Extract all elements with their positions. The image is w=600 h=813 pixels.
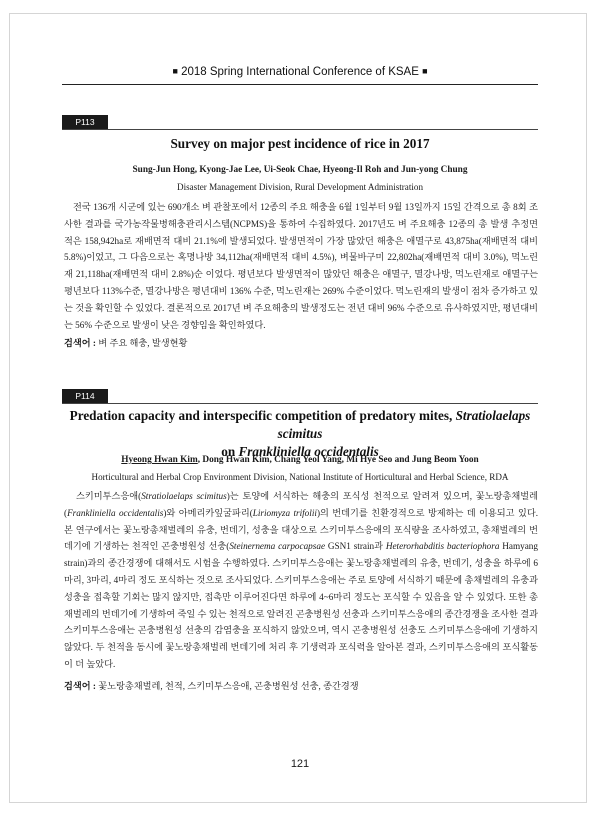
- section-rule-p113: [62, 129, 538, 130]
- title-species-name: Stratiolaelaps scimitus: [277, 408, 531, 441]
- abstract-text: 스키미투스응애(: [76, 491, 142, 501]
- species-name: Stratiolaelaps scimitus: [141, 491, 227, 501]
- header-bullet-left: ■: [172, 66, 178, 76]
- keywords-label: 검색어 :: [64, 681, 99, 691]
- conference-title: 2018 Spring International Conference of KSAE: [181, 66, 419, 78]
- keywords-text: 벼 주요 해충, 발생현황: [98, 338, 188, 348]
- keywords-label: 검색어 :: [64, 338, 99, 348]
- affiliation-p114: Horticultural and Herbal Crop Environment Division, National Institute of Horticultural and Herbal Science, RDA: [91, 472, 509, 482]
- authors-p114: [62, 454, 538, 467]
- paper-title-p114: [62, 407, 538, 461]
- abstract-p114: [64, 488, 538, 673]
- title-text: on: [221, 444, 236, 459]
- species-name: Heterorhabditis bacteriophora: [385, 541, 500, 552]
- abstract-p113: 전국 136개 시군에 있는 690개소 벼 관찰포에서 12종의 주요 해충을 6월 1일부터 9월 13일까지 15일 간격으로 총 8회 조사한 결과를 국가농작물병해충관리시스템(NCPMS)을 통하여 수집하였다. 2017년도 벼 주요해충 12종의 총 발생 추정면적은 158,942ha로 재배면적 대비 21.1%에 발생되었다. 발생면적이 가장 많았던 해충은 애멸구로 43,875ha(재배면적 대비 5.8%)이었고, 그 다음으로는 혹명나방 34,112ha(재배면적 대비 4.5%), 벼물바구미 22,802ha(재배면적 대비 3.0%), 먹노린재 21,118ha(재배면적 대비 2.8%)순 이었다. 평년보다 발생면적이 많았던 해충은 애멸구, 멸강나방, 먹노린재로 애멸구는 평년보다 113%수준, 멸강나방은 평년대비 136% 수준, 먹노린재는 269% 수준이었다. 먹노린재의 발생이 점차 증가하고 있는 것을 확인할 수 있었다. 결론적으로 2017년 벼 주요해충의 발생정도는 전년 대비 96% 수준으로 유사하였지만, 평년대비는 56% 수준으로 발생이 낮은 경향임을 확인하였다.: [64, 202, 538, 330]
- poster-id-p114: P114: [62, 389, 108, 403]
- species-name: Liriomyza trifolii: [252, 507, 317, 518]
- page-number: 121: [290, 758, 310, 770]
- authors-p113: Sung-Jun Hong, Kyong-Jae Lee, Ui-Seok Chae, Hyeong-Il Roh and Jun-yong Chung: [132, 165, 468, 175]
- section-rule-p114: [62, 403, 538, 404]
- abstract-text: )는 토양에 서식하는 해충의 포식성 천적으로 알려져 있으며, 꽃노랑총채벌레(: [64, 491, 539, 518]
- species-name: Frankliniella occidentalis: [67, 507, 164, 518]
- affiliation-p113: Disaster Management Division, Rural Development Administration: [177, 182, 423, 192]
- abstract-text: GSN1 strain과: [325, 541, 386, 552]
- abstract-text: )의 번데기를 친환경적으로 방제하는 데 이용되고 있다. 본 연구에서는 꽃노랑총채벌레의 유충, 번데기, 성충을 대상으로 스키미투스응애의 포식량을 조사하였고, 총채벌레의 번데기에 기생하는 천적인 곤충병원성 선충(: [64, 507, 538, 552]
- keywords-p113: [64, 336, 538, 350]
- header-rule: [62, 84, 538, 85]
- poster-id-p113: P113: [62, 115, 108, 129]
- title-text: Predation capacity and interspecific competition of predatory mites,: [69, 408, 453, 423]
- header-bullet-right: ■: [422, 66, 428, 76]
- co-authors: , Dong Hwan Kim, Chang Yeol Yang, Mi Hye Seo and Jung Beom Yoon: [197, 455, 479, 465]
- title-species-name: Frankliniella occidentalis: [238, 444, 379, 459]
- keywords-p114: [64, 679, 538, 693]
- species-name: Steinernema carpocapsae: [229, 541, 326, 552]
- abstract-text: Hamyang strain)과의 종간경쟁에 대해서도 시험을 수행하였다. 스키미투스응애는 꽃노랑총채벌레의 유충, 번데기, 성충을 하루에 6마리, 3마리, 4마리 정도 포식하는 것으로 조사되었다. 스키미투스응애는 주로 토양에 서식하기 때문에 총채벌레의 유충과 성충을 접촉할 기회는 많지 않지만, 접촉만 이루어진다면 하루에 4~6마리 정도는 포식할 수 있음을 알 수 있었다. 또한 총채벌레의 번데기에 기생하여 죽일 수 있는 천적으로 알려진 곤충병원성 선충과 스키미투스응애의 종간경쟁을 조사한 결과 스키미투스응애는 곤충병원성 선충의 감염충을 포식하지 않았으며, 역시 곤충병원성 선충도 스키미투스응애에 기생하지 않았다. 두 천적을 동시에 꽃노랑총채벌레 번데기에 처리 후 기생력과 포식력을 알아본 결과, 스키미투스응애의 포식활동이 더 높았다.: [64, 541, 538, 669]
- presenting-author: Hyeong Hwan Kim: [121, 455, 198, 465]
- abstract-text: )와 아메리카잎굴파리(: [163, 507, 253, 518]
- conference-header: [0, 66, 600, 78]
- keywords-text: 꽃노랑총채벌레, 천적, 스키미투스응애, 곤충병원성 선충, 종간경쟁: [98, 681, 359, 691]
- paper-title-p113: Survey on major pest incidence of rice in 2017: [170, 136, 430, 151]
